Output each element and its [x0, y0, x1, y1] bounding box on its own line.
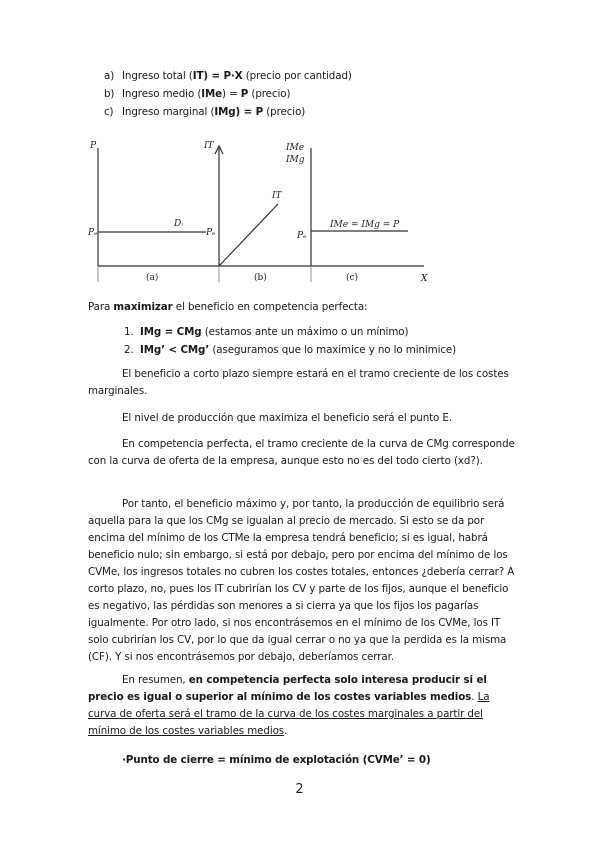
- panel-a-y-label: P: [90, 141, 97, 151]
- panel-b-price-label: Pₑ: [206, 228, 216, 238]
- panel-a-caption: (a): [146, 273, 159, 283]
- shutdown-point-line: ·Punto de cierre = mínimo de explotación (CVMe’ = 0): [122, 754, 431, 766]
- panel-c-curve-label: IMe = IMg = P: [330, 220, 400, 230]
- panel-b-y-label: IT: [204, 141, 214, 151]
- list-item: 2. IMg’ < CMg’ (aseguramos que lo maximice y no lo minimice): [124, 344, 457, 356]
- panel-c-x-label: X: [421, 274, 428, 284]
- paragraph: El beneficio a corto plazo siempre estará en el tramo creciente de los costes marginales.: [88, 368, 509, 397]
- panel-c-caption: (c): [346, 273, 359, 283]
- page-number: 2: [295, 782, 304, 797]
- panel-c-y-label-img: IMg: [286, 155, 305, 165]
- panel-b-caption: (b): [254, 273, 267, 283]
- paragraph: Por tanto, el beneficio máximo y, por tanto, la producción de equilibrio será aquella para la que los CMg se igualan al precio de mercado. Si esto se da por encima del mínimo de los CTMe la empresa tendrá beneficio; si es igual, habrá beneficio nulo; sin embargo, si está por debajo, pero por encima del mínimo de los CVMe, los ingresos totales no cubren los costes totales, entonces ¿debería cerrar? A corto plazo, no, pues los IT cubrirían los CV y parte de los fijos, aunque el beneficio es negativo, las pérdidas son menores a si cierra ya que los fijos los pagarías igualmente. Por otro lado, si nos encontrásemos en el mínimo de los CVMe, los IT solo cubrirían los CV, por lo que da igual cerrar o no ya que la perdida es la misma (CF). Y si nos encontrásemos por debajo, deberíamos cerrar.: [88, 498, 515, 663]
- conditions-list: [124, 324, 456, 360]
- panel-b-curve-label: IT: [272, 191, 282, 201]
- income-definitions-list: [104, 68, 352, 122]
- panel-c-price-label: Pₑ: [297, 231, 307, 241]
- perfect-competition-figure: [88, 134, 436, 290]
- list-item: a) Ingreso total (IT) = P·X (precio por cantidad): [104, 70, 352, 82]
- list-item: b) Ingreso medio (IMe) = P (precio): [104, 88, 291, 100]
- paragraph: El nivel de producción que maximiza el beneficio será el punto E.: [122, 412, 453, 424]
- panel-b-total-revenue-line: [219, 204, 278, 266]
- summary-paragraph: En resumen, en competencia perfecta solo interesa producir si el precio es igual o superior al mínimo de los costes variables medios. La curva de oferta será el tramo de la curva de los costes marginales a partir del mínimo de los costes variables medios.: [88, 674, 490, 737]
- intro-line: Para maximizar el beneficio en competencia perfecta:: [88, 301, 368, 313]
- paragraph: En competencia perfecta, el tramo creciente de la curva de CMg corresponde con la curva de oferta de la empresa, aunque esto no es del todo cierto (xd?).: [88, 438, 515, 467]
- list-item: c) Ingreso marginal (IMg) = P (precio): [104, 106, 306, 118]
- panel-c-y-label-ime: IMe: [286, 143, 305, 153]
- panel-a-price-label: Pₑ: [88, 228, 98, 238]
- list-item: 1. IMg = CMg (estamos ante un máximo o un mínimo): [124, 326, 409, 338]
- panel-a-curve-label: Dᵢ: [174, 219, 184, 229]
